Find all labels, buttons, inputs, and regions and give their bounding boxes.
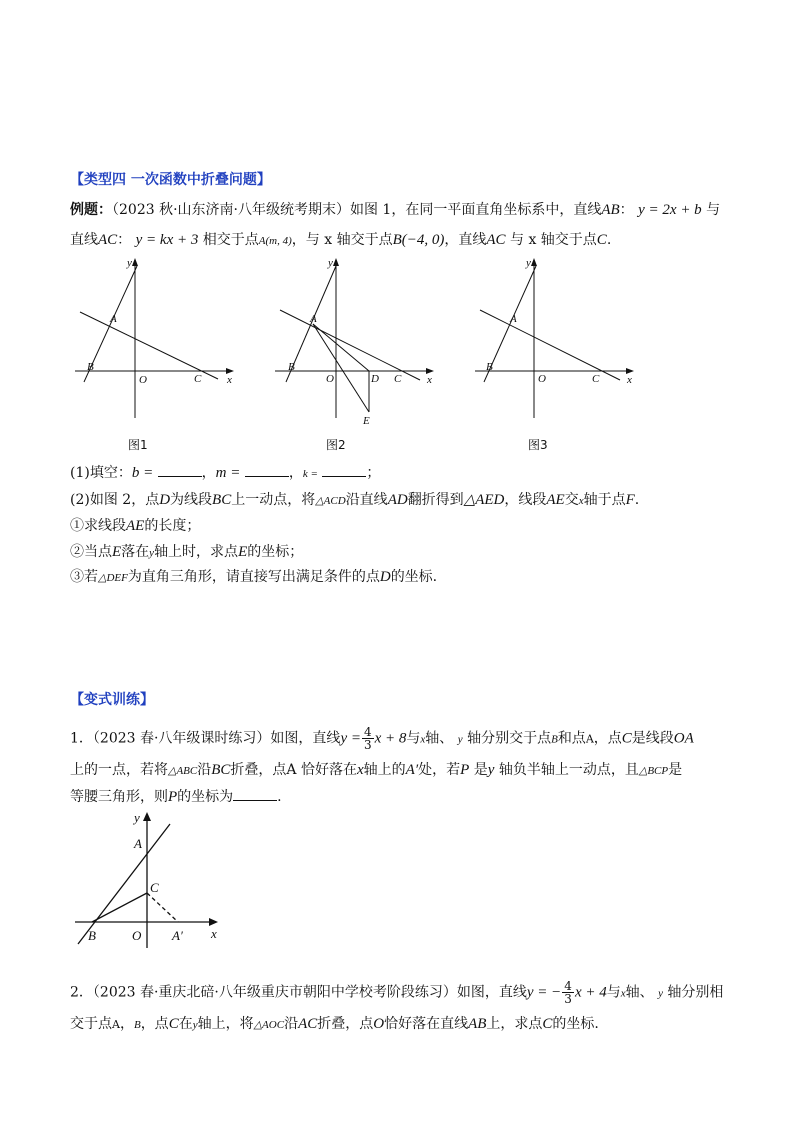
text: ③若 xyxy=(70,569,98,585)
label-b: B xyxy=(88,928,96,943)
label-y: y xyxy=(526,257,531,269)
question-2 xyxy=(70,490,639,511)
text: ②当点 xyxy=(70,544,112,560)
math: P xyxy=(460,762,470,778)
example-line-2 xyxy=(70,230,611,251)
text: 与 x 轴交于点 xyxy=(510,232,597,248)
math: y = 2x + b xyxy=(638,202,702,218)
math: y = kx + 3 xyxy=(135,232,199,248)
math: △BCP xyxy=(638,765,669,777)
math: y xyxy=(457,733,463,746)
math: A(m, 4) xyxy=(258,235,292,247)
problem-2-line-1 xyxy=(70,980,723,1005)
text: 轴上时，求点 xyxy=(154,544,239,560)
text: 和点 xyxy=(557,730,586,747)
label-a-prime: A′ xyxy=(172,928,183,943)
text: . xyxy=(634,492,640,508)
segment-bc xyxy=(92,893,147,922)
math: b = xyxy=(131,465,154,481)
example-label: 例题： xyxy=(70,202,112,218)
text: 与 xyxy=(406,730,421,747)
text: ，点 xyxy=(593,730,622,747)
text: ： xyxy=(619,202,634,218)
figure-1 xyxy=(70,252,240,424)
figure-1-caption: 图1 xyxy=(128,438,148,452)
text: ，直线 xyxy=(444,232,487,248)
text: 是 xyxy=(668,762,683,778)
label-y: y xyxy=(127,257,132,269)
text: (1)填空： xyxy=(70,465,132,481)
label-x: x xyxy=(227,374,232,386)
text: ， xyxy=(288,465,303,481)
label-d: D xyxy=(371,373,379,385)
label-o: O xyxy=(139,374,147,386)
text: ，点 xyxy=(140,1016,169,1032)
math: x xyxy=(578,495,584,507)
math: C xyxy=(168,1016,179,1032)
text: ，与 x 轴交于点 xyxy=(291,232,393,248)
label-b: B xyxy=(288,361,295,373)
label-c: C xyxy=(194,373,202,385)
math: E xyxy=(112,544,122,560)
question-1 xyxy=(70,462,380,484)
segment-ad xyxy=(313,324,369,371)
text: ， xyxy=(119,1016,134,1032)
label-o: O xyxy=(538,373,546,385)
math: △ABC xyxy=(168,765,198,777)
segment-ca-prime xyxy=(147,893,178,922)
math: AE xyxy=(546,492,565,508)
text: 为线段 xyxy=(170,492,213,508)
text: A xyxy=(112,1018,120,1031)
text: . xyxy=(277,789,282,805)
math: BC xyxy=(211,762,231,778)
label-y: y xyxy=(328,257,333,269)
label-a: A xyxy=(110,313,117,325)
math: AE xyxy=(126,518,145,534)
math: x + 8 xyxy=(374,730,407,747)
problem-1-line-2 xyxy=(70,760,682,781)
example-line-1 xyxy=(70,200,720,220)
text: 上一动点，将 xyxy=(231,492,316,508)
math: x xyxy=(620,987,626,1000)
text: 轴于点 xyxy=(583,492,626,508)
math: B xyxy=(551,733,558,746)
text: 在 xyxy=(178,1016,193,1032)
text: 直线 xyxy=(70,232,98,248)
text: 是 xyxy=(473,762,488,778)
math: AB xyxy=(468,1016,487,1032)
problem-1-line-3 xyxy=(70,786,282,807)
math: AC xyxy=(486,232,506,248)
question-2-1 xyxy=(70,516,200,536)
fraction xyxy=(562,980,574,1005)
text: 2．（2023 春·重庆北碚·八年级重庆市朝阳中学校考阶段练习）如图，直线 xyxy=(70,984,527,1001)
segment-ae xyxy=(313,324,369,412)
text: 与 xyxy=(606,984,621,1001)
math: AC xyxy=(98,232,118,248)
answer-blank-b[interactable] xyxy=(158,462,202,477)
math: y xyxy=(658,987,663,1000)
math: O xyxy=(373,1016,385,1032)
math: y xyxy=(192,1019,198,1031)
label-b: B xyxy=(486,361,493,373)
text: 恰好落在直线 xyxy=(384,1016,469,1032)
math: C xyxy=(621,730,632,747)
fraction xyxy=(362,726,374,751)
math: BC xyxy=(212,492,232,508)
text: 上，求点 xyxy=(486,1016,543,1032)
text: 交于点 xyxy=(70,1016,112,1032)
label-c: C xyxy=(394,373,402,385)
text: 的坐标. xyxy=(552,1016,599,1032)
label-a: A xyxy=(510,313,517,325)
text: 轴上，将 xyxy=(197,1016,254,1032)
x-arrow xyxy=(209,918,218,926)
math: C xyxy=(596,232,607,248)
math: y xyxy=(149,547,155,559)
label-a: A xyxy=(310,313,317,325)
math: OA xyxy=(673,730,694,747)
text: 是线段 xyxy=(631,730,674,747)
label-x: x xyxy=(211,926,217,941)
math: AD xyxy=(387,492,408,508)
problem-2-line-2 xyxy=(70,1014,599,1035)
label-o: O xyxy=(132,928,142,943)
math: D xyxy=(379,569,391,585)
text: 轴上的 xyxy=(363,762,406,778)
text: 沿直线 xyxy=(345,492,388,508)
text: 轴分别相 xyxy=(667,984,724,1001)
text: 轴、 xyxy=(425,730,454,747)
math: D xyxy=(159,492,171,508)
problem-1-figure xyxy=(70,808,230,958)
math: m = xyxy=(215,465,241,481)
math: x xyxy=(356,762,364,778)
label-c: C xyxy=(150,880,159,895)
problem-1-line-1 xyxy=(70,726,694,751)
math: y = xyxy=(340,730,361,747)
math: B(−4, 0) xyxy=(392,232,445,248)
line-ac xyxy=(280,310,420,380)
text: 的长度； xyxy=(144,518,201,534)
math: k = xyxy=(302,468,318,480)
text: 折叠，点A 恰好落在 xyxy=(230,762,357,778)
text: 等腰三角形，则 xyxy=(70,789,168,805)
section-heading: 【类型四 一次函数中折叠问题】 xyxy=(70,172,271,188)
text: 沿 xyxy=(197,762,212,778)
text: 的坐标； xyxy=(247,544,304,560)
text: 轴分别交于点 xyxy=(467,730,552,747)
answer-blank-m[interactable] xyxy=(245,462,289,477)
label-o: O xyxy=(326,373,334,385)
text: 折叠，点 xyxy=(317,1016,374,1032)
text: ①求线段 xyxy=(70,518,126,534)
label-y: y xyxy=(134,810,140,825)
text: 为直角三角形，请直接写出满足条件的点 xyxy=(127,569,380,585)
math: x xyxy=(420,733,426,746)
label-a: A xyxy=(134,836,142,851)
figure-2 xyxy=(270,252,440,428)
y-arrow xyxy=(333,258,339,266)
fraction-numerator: 4 xyxy=(564,979,572,993)
math: y = − xyxy=(526,984,562,1001)
text: 的坐标. xyxy=(390,569,438,585)
y-arrow xyxy=(143,812,151,821)
text: ，线段 xyxy=(504,492,547,508)
text: ； xyxy=(366,465,381,481)
label-x: x xyxy=(627,374,632,386)
y-arrow xyxy=(531,258,537,266)
text: 相交于点 xyxy=(202,232,259,248)
y-arrow xyxy=(132,258,138,266)
text: 处，若 xyxy=(418,762,461,778)
math: △AOC xyxy=(253,1019,285,1031)
text: 落在 xyxy=(121,544,150,560)
text: 与 xyxy=(706,202,721,218)
fraction-denominator: 3 xyxy=(564,992,572,1006)
math: AB xyxy=(601,202,620,218)
text: 的坐标为 xyxy=(177,789,234,805)
answer-blank-p[interactable] xyxy=(233,786,277,801)
text: A xyxy=(585,732,594,746)
math: A′ xyxy=(405,762,419,778)
text: （2023 秋·山东济南·八年级统考期末）如图 1，在同一平面直角坐标系中，直线 xyxy=(112,202,602,218)
question-2-2 xyxy=(70,542,303,563)
label-c: C xyxy=(592,373,600,385)
math: AC xyxy=(298,1016,318,1032)
text: . xyxy=(606,232,612,248)
label-e: E xyxy=(363,415,370,427)
text: 翻折得到 xyxy=(407,492,464,508)
answer-blank-k[interactable] xyxy=(322,462,366,477)
label-x: x xyxy=(427,374,432,386)
math: x + 4 xyxy=(574,984,607,1001)
variant-heading: 【变式训练】 xyxy=(70,692,154,708)
math: y xyxy=(487,762,495,778)
math: P xyxy=(168,789,178,805)
text: 沿 xyxy=(284,1016,299,1032)
fraction-numerator: 4 xyxy=(363,725,372,739)
text: ： xyxy=(117,232,132,248)
fraction-denominator: 3 xyxy=(363,738,372,752)
question-2-3 xyxy=(70,567,437,588)
text: 上的一点，若将 xyxy=(70,762,168,778)
math: E xyxy=(238,544,248,560)
text: ， xyxy=(201,465,216,481)
math: F xyxy=(625,492,635,508)
math: B xyxy=(133,1019,141,1031)
label-b: B xyxy=(87,361,94,373)
math: △ACD xyxy=(315,495,346,507)
text: 轴负半轴上一动点，且 xyxy=(498,762,639,778)
math: △AED xyxy=(463,492,505,508)
figure-3 xyxy=(470,252,640,424)
math: C xyxy=(542,1016,553,1032)
text: 轴、 xyxy=(625,984,654,1001)
figure-3-caption: 图3 xyxy=(528,438,548,452)
text: 1．（2023 春·八年级课时练习）如图，直线 xyxy=(70,730,341,747)
text: (2)如图 2，点 xyxy=(70,492,160,508)
text: 交 xyxy=(564,492,579,508)
math: △DEF xyxy=(98,572,128,584)
figure-2-caption: 图2 xyxy=(326,438,346,452)
